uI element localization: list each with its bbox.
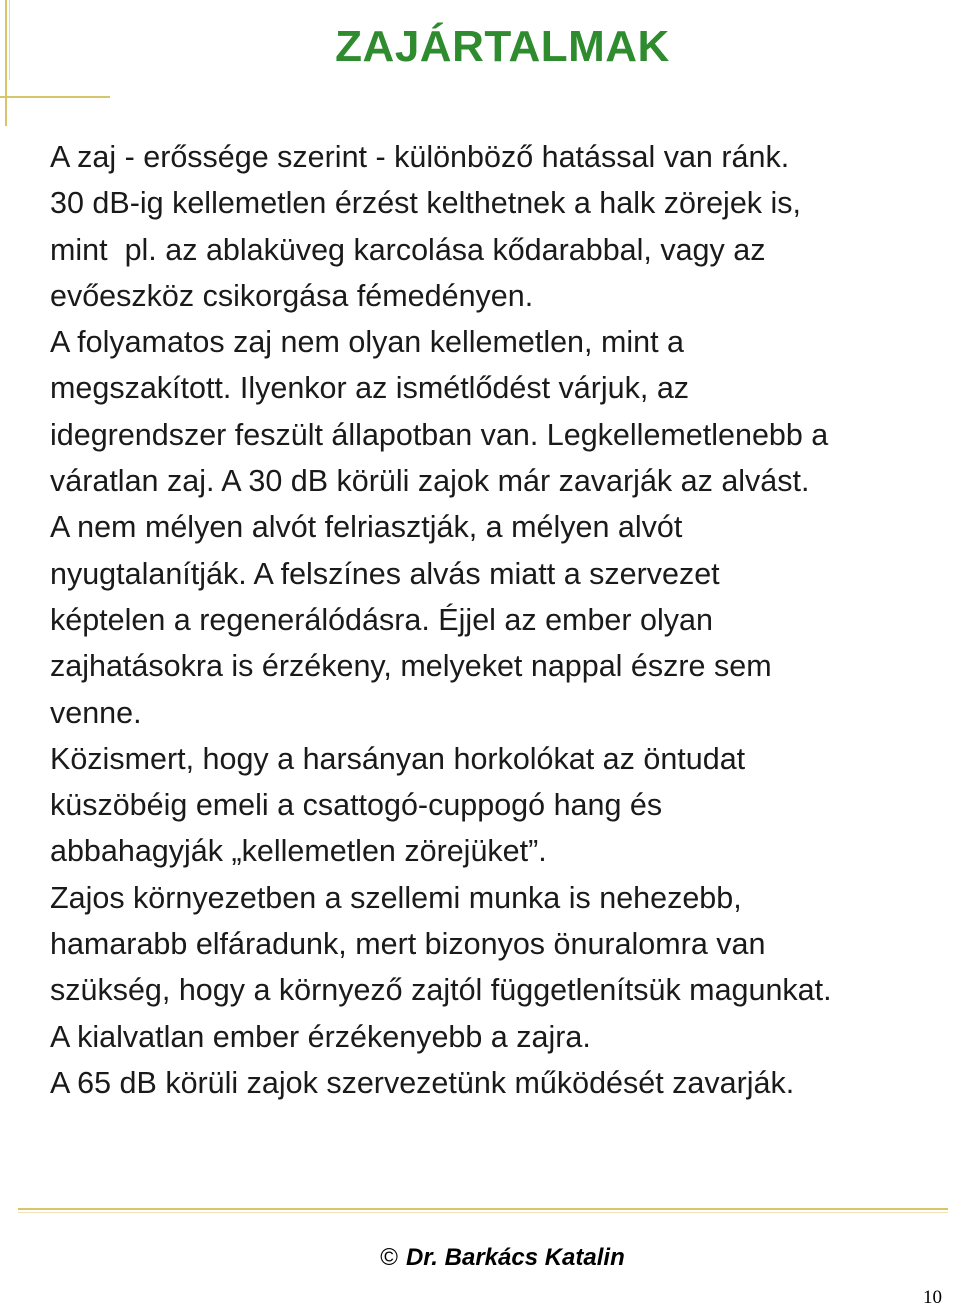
body-line: hamarabb elfáradunk, mert bizonyos önuralomra van <box>50 927 766 962</box>
body-line: 30 dB-ig kellemetlen érzést kelthetnek a halk zörejek is, <box>50 186 802 221</box>
body-line: abbahagyják „kellemetlen zörejüket”. <box>50 834 547 869</box>
body-line: idegrendszer feszült állapotban van. Legkellemetlenebb a <box>50 417 829 452</box>
body-line: A zaj - erőssége szerint - különböző hatással van ránk. <box>50 140 790 174</box>
body-line: A kialvatlan ember érzékenyebb a zajra. <box>50 1019 591 1054</box>
body-line: A nem mélyen alvót felriasztják, a mélyen alvót <box>50 510 683 545</box>
body-line: megszakított. Ilyenkor az ismétlődést várjuk, az <box>50 371 690 406</box>
body-line: venne. <box>50 695 142 730</box>
slide-body-text <box>50 134 950 1106</box>
body-line: A 65 dB körüli zajok szervezetünk működését zavarják. <box>50 1065 795 1100</box>
body-line: zajhatásokra is érzékeny, melyeket nappal észre sem <box>50 649 772 684</box>
body-line: A folyamatos zaj nem olyan kellemetlen, mint a <box>50 325 685 360</box>
footer-author <box>0 1244 960 1272</box>
body-line: szükség, hogy a környező zajtól függetlenítsük magunkat. <box>50 973 832 1008</box>
footer-divider-thin <box>18 1212 948 1213</box>
body-line: Közismert, hogy a harsányan horkolókat az öntudat <box>50 741 746 776</box>
slide-title: ZAJÁRTALMAK <box>335 22 670 71</box>
footer-divider <box>18 1208 948 1210</box>
body-line: nyugtalanítják. A felszínes alvás miatt a szervezet <box>50 556 720 591</box>
body-line: váratlan zaj. A 30 dB körüli zajok már zavarják az alvást. <box>50 464 810 499</box>
copyright-icon: © <box>380 1244 398 1271</box>
page-number: 10 <box>923 1287 942 1308</box>
body-line: küszöbéig emeli a csattogó-cuppogó hang és <box>50 788 663 823</box>
body-line: képtelen a regenerálódásra. Éjjel az ember olyan <box>50 602 713 637</box>
body-line: mint pl. az ablaküveg karcolása kődarabbal, vagy az <box>50 232 766 267</box>
decorative-accent-line-horizontal <box>0 96 110 98</box>
author-name: Dr. Barkács Katalin <box>405 1244 625 1271</box>
body-line: evőeszköz csikorgása fémedényen. <box>50 278 534 313</box>
body-line: Zajos környezetben a szellemi munka is nehezebb, <box>50 880 742 915</box>
